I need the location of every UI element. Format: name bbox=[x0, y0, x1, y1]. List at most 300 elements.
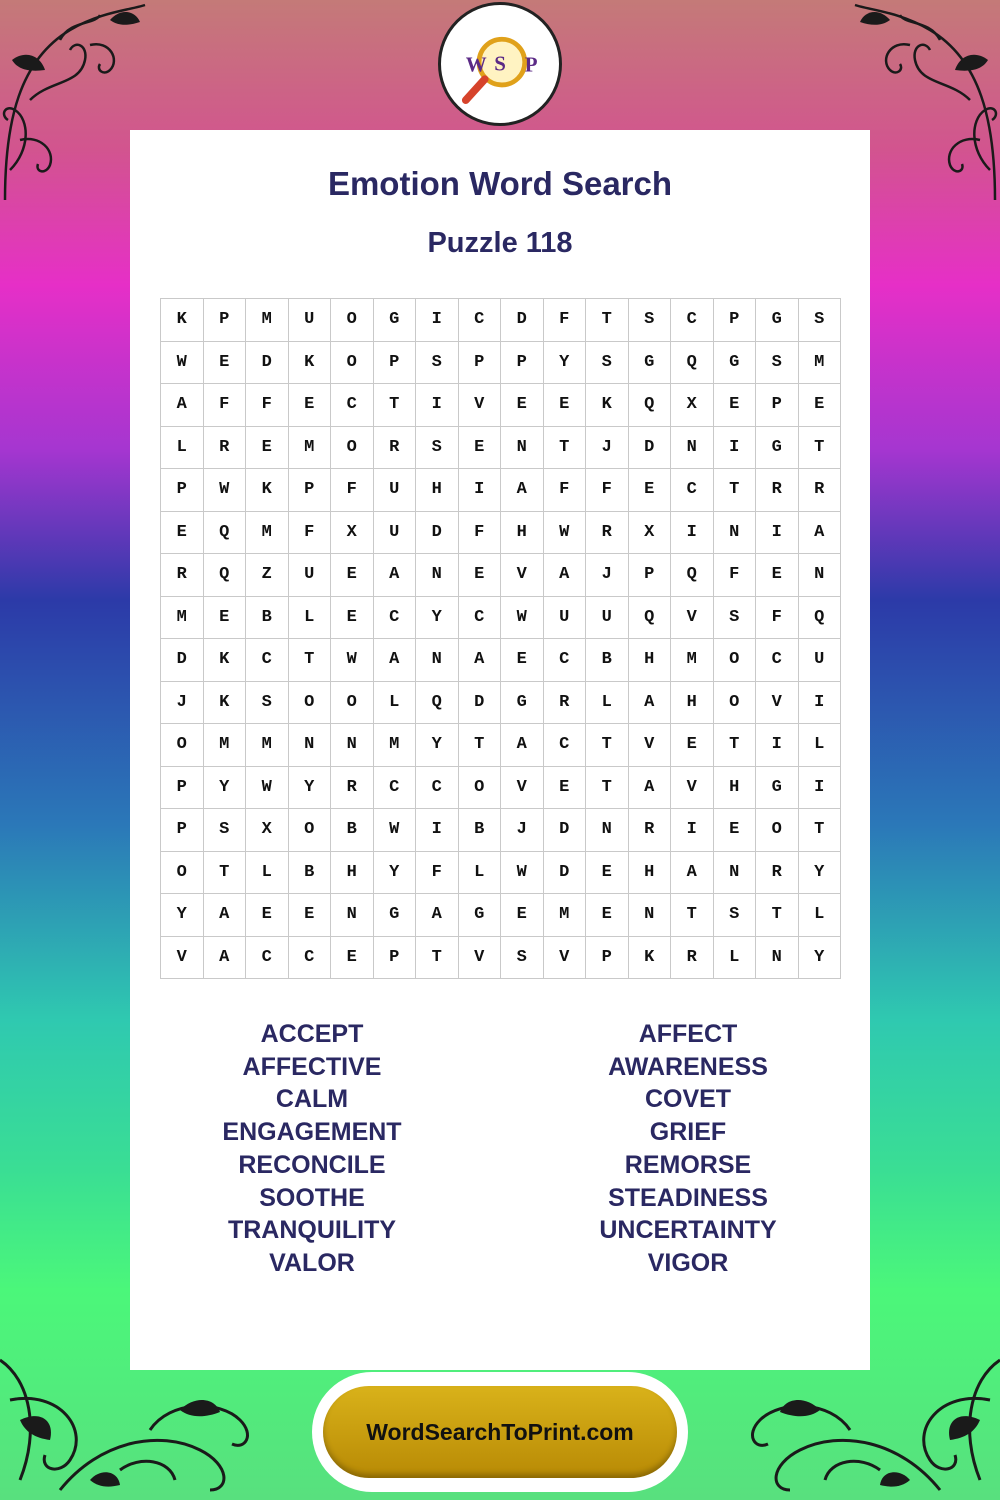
grid-cell[interactable]: E bbox=[246, 426, 289, 469]
grid-cell[interactable]: G bbox=[458, 894, 501, 937]
grid-row bbox=[161, 894, 841, 937]
grid-cell[interactable]: K bbox=[203, 681, 246, 724]
grid-cell[interactable]: A bbox=[161, 384, 204, 427]
grid-cell[interactable]: E bbox=[798, 384, 841, 427]
grid-cell[interactable]: A bbox=[628, 766, 671, 809]
grid-cell[interactable]: K bbox=[586, 384, 629, 427]
grid-cell[interactable]: C bbox=[543, 639, 586, 682]
grid-cell[interactable]: I bbox=[756, 511, 799, 554]
grid-cell[interactable]: E bbox=[671, 724, 714, 767]
grid-row bbox=[161, 681, 841, 724]
grid-cell[interactable]: S bbox=[713, 596, 756, 639]
grid-cell[interactable]: O bbox=[713, 639, 756, 682]
word-list-item: CALM bbox=[275, 1085, 349, 1114]
grid-cell[interactable]: E bbox=[713, 384, 756, 427]
grid-cell[interactable]: W bbox=[331, 639, 374, 682]
grid-cell[interactable]: T bbox=[203, 851, 246, 894]
grid-cell[interactable]: W bbox=[501, 851, 544, 894]
grid-cell[interactable]: G bbox=[373, 894, 416, 937]
word-list-item: ACCEPT bbox=[260, 1020, 364, 1048]
puzzle-title: Emotion Word Search bbox=[327, 165, 673, 202]
grid-cell[interactable]: O bbox=[331, 426, 374, 469]
word-list-item: AFFECT bbox=[638, 1020, 738, 1048]
grid-cell[interactable]: P bbox=[288, 469, 331, 512]
grid-cell[interactable]: Y bbox=[161, 894, 204, 937]
grid-cell[interactable]: I bbox=[416, 809, 459, 852]
word-list-item: TRANQUILITY bbox=[227, 1216, 397, 1245]
word-list-item: REMORSE bbox=[624, 1150, 752, 1179]
grid-cell[interactable]: J bbox=[501, 809, 544, 852]
grid-cell[interactable]: I bbox=[798, 766, 841, 809]
grid-cell[interactable]: P bbox=[161, 809, 204, 852]
grid-cell[interactable]: R bbox=[331, 766, 374, 809]
grid-cell[interactable]: U bbox=[288, 554, 331, 597]
grid-cell[interactable]: E bbox=[501, 639, 544, 682]
grid-cell[interactable]: S bbox=[756, 341, 799, 384]
grid-cell[interactable]: F bbox=[416, 851, 459, 894]
grid-cell[interactable]: U bbox=[543, 596, 586, 639]
grid-cell[interactable]: R bbox=[628, 809, 671, 852]
word-list-item: UNCERTAINTY bbox=[599, 1216, 777, 1245]
grid-cell[interactable]: H bbox=[671, 681, 714, 724]
grid-cell[interactable]: M bbox=[288, 426, 331, 469]
website-link-button[interactable]: WordSearchToPrint.com bbox=[323, 1386, 677, 1478]
grid-cell[interactable]: E bbox=[331, 596, 374, 639]
grid-cell[interactable]: F bbox=[586, 469, 629, 512]
grid-cell[interactable]: D bbox=[458, 681, 501, 724]
grid-cell[interactable]: E bbox=[203, 341, 246, 384]
grid-cell[interactable]: R bbox=[543, 681, 586, 724]
grid-cell[interactable]: K bbox=[161, 299, 204, 342]
grid-cell[interactable]: E bbox=[628, 469, 671, 512]
grid-cell[interactable]: J bbox=[586, 426, 629, 469]
grid-cell[interactable]: Y bbox=[288, 766, 331, 809]
grid-cell[interactable]: S bbox=[586, 341, 629, 384]
grid-cell[interactable]: C bbox=[756, 639, 799, 682]
grid-cell[interactable]: V bbox=[671, 596, 714, 639]
grid-cell[interactable]: N bbox=[713, 851, 756, 894]
grid-cell[interactable]: R bbox=[203, 426, 246, 469]
grid-cell[interactable]: F bbox=[458, 511, 501, 554]
grid-cell[interactable]: N bbox=[416, 554, 459, 597]
grid-cell[interactable]: E bbox=[458, 554, 501, 597]
grid-row bbox=[161, 851, 841, 894]
grid-cell[interactable]: O bbox=[331, 681, 374, 724]
grid-cell[interactable]: N bbox=[416, 639, 459, 682]
grid-cell[interactable]: F bbox=[203, 384, 246, 427]
grid-cell[interactable]: E bbox=[501, 894, 544, 937]
grid-cell[interactable]: O bbox=[288, 809, 331, 852]
grid-cell[interactable]: C bbox=[671, 469, 714, 512]
grid-cell[interactable]: W bbox=[161, 341, 204, 384]
grid-cell[interactable]: G bbox=[373, 299, 416, 342]
grid-cell[interactable]: L bbox=[458, 851, 501, 894]
puzzle-panel bbox=[130, 130, 870, 1370]
grid-cell[interactable]: A bbox=[671, 851, 714, 894]
grid-cell[interactable]: Y bbox=[543, 341, 586, 384]
grid-cell[interactable]: E bbox=[586, 851, 629, 894]
grid-cell[interactable]: E bbox=[756, 554, 799, 597]
grid-cell[interactable]: A bbox=[458, 639, 501, 682]
grid-cell[interactable]: T bbox=[586, 766, 629, 809]
grid-cell[interactable]: H bbox=[501, 511, 544, 554]
grid-cell[interactable]: D bbox=[501, 299, 544, 342]
grid-cell[interactable]: T bbox=[373, 384, 416, 427]
grid-cell[interactable]: V bbox=[501, 766, 544, 809]
grid-cell[interactable]: L bbox=[713, 936, 756, 979]
magnifier-logo-icon bbox=[441, 5, 559, 123]
grid-cell[interactable]: B bbox=[288, 851, 331, 894]
grid-row bbox=[161, 341, 841, 384]
grid-cell[interactable]: M bbox=[671, 639, 714, 682]
grid-cell[interactable]: Y bbox=[416, 724, 459, 767]
grid-cell[interactable]: P bbox=[458, 341, 501, 384]
grid-cell[interactable]: E bbox=[458, 426, 501, 469]
grid-cell[interactable]: S bbox=[798, 299, 841, 342]
grid-cell[interactable]: Q bbox=[416, 681, 459, 724]
grid-cell[interactable]: N bbox=[586, 809, 629, 852]
grid-cell[interactable]: H bbox=[331, 851, 374, 894]
grid-row bbox=[161, 554, 841, 597]
grid-cell[interactable]: M bbox=[246, 511, 289, 554]
grid-cell[interactable]: H bbox=[628, 639, 671, 682]
grid-cell[interactable]: A bbox=[798, 511, 841, 554]
grid-cell[interactable]: E bbox=[246, 894, 289, 937]
grid-cell[interactable]: D bbox=[416, 511, 459, 554]
grid-cell[interactable]: O bbox=[288, 681, 331, 724]
grid-cell[interactable]: P bbox=[161, 766, 204, 809]
grid-cell[interactable]: E bbox=[586, 894, 629, 937]
grid-cell[interactable]: V bbox=[501, 554, 544, 597]
logo-letter-p: P bbox=[524, 52, 538, 77]
grid-cell[interactable]: R bbox=[798, 469, 841, 512]
grid-cell[interactable]: G bbox=[628, 341, 671, 384]
grid-cell[interactable]: A bbox=[203, 894, 246, 937]
word-list-item: COVET bbox=[644, 1085, 732, 1114]
grid-cell[interactable]: D bbox=[246, 341, 289, 384]
grid-cell[interactable]: H bbox=[628, 851, 671, 894]
grid-cell[interactable]: O bbox=[161, 851, 204, 894]
grid-cell[interactable]: N bbox=[501, 426, 544, 469]
grid-cell[interactable]: A bbox=[203, 936, 246, 979]
grid-cell[interactable]: N bbox=[671, 426, 714, 469]
grid-cell[interactable]: W bbox=[203, 469, 246, 512]
grid-cell[interactable]: F bbox=[543, 469, 586, 512]
word-list-item: AWARENESS bbox=[608, 1052, 768, 1081]
grid-cell[interactable]: X bbox=[246, 809, 289, 852]
grid-cell[interactable]: C bbox=[416, 766, 459, 809]
grid-cell[interactable]: K bbox=[288, 341, 331, 384]
grid-cell[interactable]: U bbox=[373, 469, 416, 512]
grid-cell[interactable]: W bbox=[373, 809, 416, 852]
grid-cell[interactable]: V bbox=[458, 384, 501, 427]
grid-cell[interactable]: S bbox=[416, 426, 459, 469]
grid-row bbox=[161, 426, 841, 469]
grid-cell[interactable]: R bbox=[756, 469, 799, 512]
grid-cell[interactable]: S bbox=[501, 936, 544, 979]
logo-letter-w: W bbox=[465, 52, 487, 77]
grid-cell[interactable]: E bbox=[501, 384, 544, 427]
grid-cell[interactable]: A bbox=[373, 639, 416, 682]
grid-cell[interactable]: P bbox=[586, 936, 629, 979]
grid-cell[interactable]: X bbox=[331, 511, 374, 554]
grid-cell[interactable]: A bbox=[543, 554, 586, 597]
grid-cell[interactable]: T bbox=[416, 936, 459, 979]
grid-cell[interactable]: E bbox=[543, 384, 586, 427]
grid-cell[interactable]: L bbox=[373, 681, 416, 724]
grid-cell[interactable]: E bbox=[288, 384, 331, 427]
grid-cell[interactable]: B bbox=[458, 809, 501, 852]
grid-cell[interactable]: O bbox=[458, 766, 501, 809]
grid-cell[interactable]: J bbox=[161, 681, 204, 724]
grid-cell[interactable]: K bbox=[628, 936, 671, 979]
grid-row bbox=[161, 936, 841, 979]
grid-cell[interactable]: M bbox=[246, 299, 289, 342]
grid-cell[interactable]: I bbox=[671, 511, 714, 554]
grid-cell[interactable]: U bbox=[288, 299, 331, 342]
grid-cell[interactable]: Q bbox=[671, 341, 714, 384]
grid-cell[interactable]: E bbox=[288, 894, 331, 937]
grid-row bbox=[161, 384, 841, 427]
grid-cell[interactable]: H bbox=[416, 469, 459, 512]
grid-cell[interactable]: L bbox=[288, 596, 331, 639]
grid-cell[interactable]: P bbox=[373, 936, 416, 979]
grid-cell[interactable]: A bbox=[373, 554, 416, 597]
grid-cell[interactable]: S bbox=[628, 299, 671, 342]
grid-cell[interactable]: T bbox=[586, 724, 629, 767]
grid-cell[interactable]: Q bbox=[671, 554, 714, 597]
grid-cell[interactable]: C bbox=[288, 936, 331, 979]
grid-cell[interactable]: G bbox=[756, 299, 799, 342]
grid-cell[interactable]: M bbox=[246, 724, 289, 767]
grid-cell[interactable]: O bbox=[331, 341, 374, 384]
grid-cell[interactable]: E bbox=[203, 596, 246, 639]
grid-cell[interactable]: C bbox=[671, 299, 714, 342]
grid-cell[interactable]: N bbox=[288, 724, 331, 767]
grid-cell[interactable]: P bbox=[203, 299, 246, 342]
grid-cell[interactable]: I bbox=[756, 724, 799, 767]
grid-cell[interactable]: O bbox=[331, 299, 374, 342]
grid-cell[interactable]: U bbox=[373, 511, 416, 554]
grid-cell[interactable]: T bbox=[798, 809, 841, 852]
grid-cell[interactable]: T bbox=[288, 639, 331, 682]
grid-cell[interactable]: D bbox=[543, 809, 586, 852]
grid-cell[interactable]: O bbox=[713, 681, 756, 724]
grid-cell[interactable]: T bbox=[756, 894, 799, 937]
grid-cell[interactable]: E bbox=[331, 554, 374, 597]
grid-cell[interactable]: X bbox=[628, 511, 671, 554]
word-list-item: SOOTHE bbox=[259, 1183, 365, 1212]
grid-cell[interactable]: I bbox=[458, 469, 501, 512]
grid-cell[interactable]: E bbox=[161, 511, 204, 554]
grid-cell[interactable]: M bbox=[798, 341, 841, 384]
grid-cell[interactable]: D bbox=[628, 426, 671, 469]
grid-cell[interactable]: N bbox=[628, 894, 671, 937]
grid-cell[interactable]: T bbox=[798, 426, 841, 469]
grid-cell[interactable]: U bbox=[798, 639, 841, 682]
grid-cell[interactable]: A bbox=[501, 724, 544, 767]
grid-cell[interactable]: Y bbox=[373, 851, 416, 894]
grid-cell[interactable]: V bbox=[161, 936, 204, 979]
grid-cell[interactable]: S bbox=[203, 809, 246, 852]
grid-row bbox=[161, 511, 841, 554]
grid-cell[interactable]: P bbox=[501, 341, 544, 384]
grid-cell[interactable]: C bbox=[543, 724, 586, 767]
grid-cell[interactable]: A bbox=[501, 469, 544, 512]
grid-row bbox=[161, 724, 841, 767]
grid-cell[interactable]: V bbox=[671, 766, 714, 809]
grid-cell[interactable]: F bbox=[246, 384, 289, 427]
grid-cell[interactable]: F bbox=[331, 469, 374, 512]
word-list-item: STEADINESS bbox=[608, 1183, 768, 1212]
grid-cell[interactable]: R bbox=[161, 554, 204, 597]
grid-cell[interactable]: C bbox=[373, 596, 416, 639]
grid-cell[interactable]: C bbox=[331, 384, 374, 427]
grid-cell[interactable]: S bbox=[246, 681, 289, 724]
grid-cell[interactable]: N bbox=[756, 936, 799, 979]
grid-cell[interactable]: P bbox=[373, 341, 416, 384]
grid-cell[interactable]: J bbox=[586, 554, 629, 597]
grid-cell[interactable]: Q bbox=[628, 384, 671, 427]
grid-cell[interactable]: L bbox=[161, 426, 204, 469]
grid-cell[interactable]: T bbox=[458, 724, 501, 767]
grid-cell[interactable]: T bbox=[671, 894, 714, 937]
grid-row bbox=[161, 469, 841, 512]
grid-cell[interactable]: M bbox=[203, 724, 246, 767]
grid-cell[interactable]: V bbox=[756, 681, 799, 724]
grid-cell[interactable]: E bbox=[543, 766, 586, 809]
grid-cell[interactable]: W bbox=[543, 511, 586, 554]
grid-row bbox=[161, 809, 841, 852]
grid-cell[interactable]: M bbox=[543, 894, 586, 937]
grid-cell[interactable]: E bbox=[331, 936, 374, 979]
grid-cell[interactable]: L bbox=[586, 681, 629, 724]
grid-cell[interactable]: S bbox=[713, 894, 756, 937]
grid-cell[interactable]: C bbox=[458, 596, 501, 639]
grid-cell[interactable]: U bbox=[586, 596, 629, 639]
grid-cell[interactable]: V bbox=[458, 936, 501, 979]
grid-cell[interactable]: K bbox=[203, 639, 246, 682]
grid-cell[interactable]: K bbox=[246, 469, 289, 512]
grid-cell[interactable]: G bbox=[501, 681, 544, 724]
corner-ornament bbox=[0, 0, 150, 210]
grid-cell[interactable]: I bbox=[713, 426, 756, 469]
word-list-right bbox=[538, 1018, 838, 1280]
grid-cell[interactable]: I bbox=[416, 384, 459, 427]
grid-cell[interactable]: R bbox=[756, 851, 799, 894]
grid-cell[interactable]: P bbox=[628, 554, 671, 597]
grid-cell[interactable]: Q bbox=[203, 511, 246, 554]
grid-cell[interactable]: E bbox=[713, 809, 756, 852]
grid-cell[interactable]: W bbox=[501, 596, 544, 639]
grid-cell[interactable]: F bbox=[543, 299, 586, 342]
grid-cell[interactable]: G bbox=[756, 426, 799, 469]
grid-cell[interactable]: Q bbox=[628, 596, 671, 639]
grid-cell[interactable]: V bbox=[543, 936, 586, 979]
logo-letter-s: S bbox=[494, 51, 506, 76]
grid-cell[interactable]: A bbox=[416, 894, 459, 937]
grid-cell[interactable]: D bbox=[543, 851, 586, 894]
grid-cell[interactable]: B bbox=[586, 639, 629, 682]
grid-cell[interactable]: Y bbox=[798, 936, 841, 979]
grid-cell[interactable]: N bbox=[331, 894, 374, 937]
word-list-item: AFFECTIVE bbox=[242, 1052, 382, 1081]
grid-cell[interactable]: G bbox=[756, 766, 799, 809]
letter-grid[interactable] bbox=[160, 298, 841, 979]
grid-cell[interactable]: F bbox=[756, 596, 799, 639]
grid-cell[interactable]: P bbox=[713, 299, 756, 342]
puzzle-number: Puzzle 118 bbox=[427, 227, 573, 259]
word-list-item: ENGAGEMENT bbox=[222, 1118, 402, 1147]
grid-cell[interactable]: R bbox=[671, 936, 714, 979]
grid-cell[interactable]: T bbox=[713, 469, 756, 512]
grid-cell[interactable]: I bbox=[798, 681, 841, 724]
grid-cell[interactable]: C bbox=[246, 639, 289, 682]
grid-cell[interactable]: F bbox=[713, 554, 756, 597]
word-list-item: GRIEF bbox=[649, 1118, 727, 1147]
grid-cell[interactable]: Z bbox=[246, 554, 289, 597]
grid-cell[interactable]: R bbox=[373, 426, 416, 469]
grid-cell[interactable]: N bbox=[713, 511, 756, 554]
grid-cell[interactable]: L bbox=[798, 724, 841, 767]
grid-cell[interactable]: G bbox=[713, 341, 756, 384]
grid-cell[interactable]: X bbox=[671, 384, 714, 427]
grid-cell[interactable]: P bbox=[161, 469, 204, 512]
word-list-left bbox=[162, 1018, 462, 1280]
corner-ornament bbox=[850, 0, 1000, 210]
grid-cell[interactable]: Y bbox=[798, 851, 841, 894]
grid-cell[interactable]: L bbox=[246, 851, 289, 894]
grid-cell[interactable]: T bbox=[586, 299, 629, 342]
grid-row bbox=[161, 766, 841, 809]
grid-cell[interactable]: R bbox=[586, 511, 629, 554]
grid-cell[interactable]: F bbox=[288, 511, 331, 554]
grid-cell[interactable]: I bbox=[416, 299, 459, 342]
grid-cell[interactable]: I bbox=[671, 809, 714, 852]
grid-cell[interactable]: P bbox=[756, 384, 799, 427]
grid-cell[interactable]: W bbox=[246, 766, 289, 809]
grid-cell[interactable]: L bbox=[798, 894, 841, 937]
grid-cell[interactable]: T bbox=[713, 724, 756, 767]
grid-cell[interactable]: Y bbox=[416, 596, 459, 639]
site-logo[interactable] bbox=[438, 2, 562, 126]
grid-cell[interactable]: Q bbox=[798, 596, 841, 639]
grid-cell[interactable]: A bbox=[628, 681, 671, 724]
word-list-item: VIGOR bbox=[647, 1248, 729, 1277]
word-list-item: RECONCILE bbox=[238, 1150, 386, 1179]
grid-cell[interactable]: B bbox=[246, 596, 289, 639]
grid-cell[interactable]: T bbox=[543, 426, 586, 469]
grid-cell[interactable]: C bbox=[458, 299, 501, 342]
grid-cell[interactable]: M bbox=[161, 596, 204, 639]
grid-cell[interactable]: D bbox=[161, 639, 204, 682]
grid-cell[interactable]: N bbox=[331, 724, 374, 767]
grid-cell[interactable]: C bbox=[246, 936, 289, 979]
grid-cell[interactable]: B bbox=[331, 809, 374, 852]
grid-cell[interactable]: V bbox=[628, 724, 671, 767]
grid-cell[interactable]: O bbox=[161, 724, 204, 767]
grid-cell[interactable]: O bbox=[756, 809, 799, 852]
grid-cell[interactable]: Q bbox=[203, 554, 246, 597]
grid-row bbox=[161, 596, 841, 639]
grid-cell[interactable]: C bbox=[373, 766, 416, 809]
grid-cell[interactable]: S bbox=[416, 341, 459, 384]
grid-cell[interactable]: Y bbox=[203, 766, 246, 809]
grid-row bbox=[161, 639, 841, 682]
grid-cell[interactable]: H bbox=[713, 766, 756, 809]
grid-cell[interactable]: M bbox=[373, 724, 416, 767]
grid-cell[interactable]: N bbox=[798, 554, 841, 597]
